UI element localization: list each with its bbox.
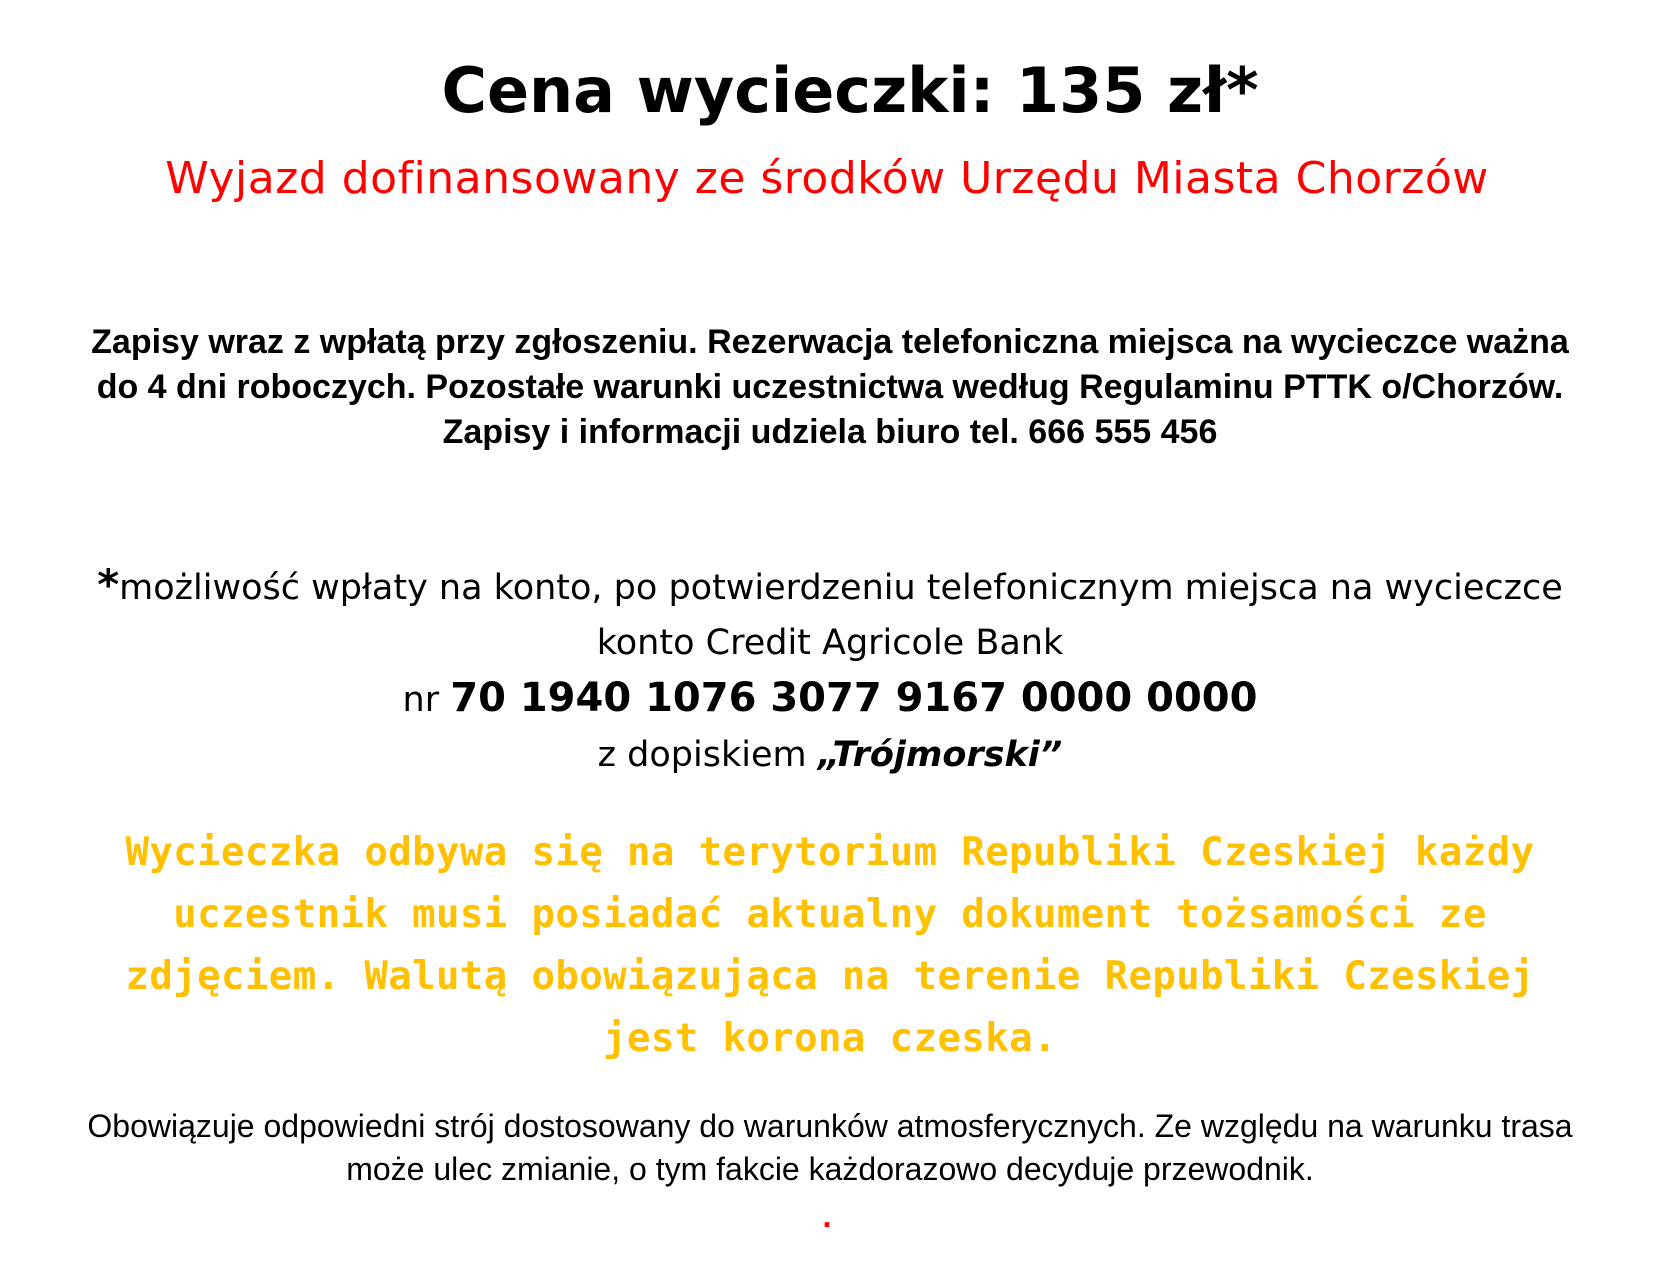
account-line [60, 671, 1600, 728]
asterisk-mark: * [97, 560, 120, 609]
contact-line: Zapisy i informacji udziela biuro tel. 666 555 456 [442, 413, 1218, 451]
footer-dot: . [822, 1198, 832, 1234]
memo-value: „Trójmorski” [817, 735, 1063, 775]
czech-republic-notice: Wycieczka odbywa się na terytorium Republiki Czeskiej każdy uczestnik musi posiadać aktualny dokument tożsamości ze zdjęciem. Walutą obowiązująca na terenie Republiki Czeskiej jest korona czeska. [125, 830, 1535, 1061]
registration-terms [80, 320, 1580, 455]
payment-note: możliwość wpłaty na konto, po potwierdzeniu telefonicznym miejsca na wycieczce [119, 568, 1563, 608]
payment-note-line [60, 557, 1600, 616]
funding-subtitle: Wyjazd dofinansowany ze środków Urzędu Miasta Chorzów [165, 153, 1489, 204]
memo-line [60, 728, 1600, 783]
account-prefix: nr [402, 680, 451, 720]
memo-prefix: z dopiskiem [597, 735, 818, 775]
account-number: 70 1940 1076 3077 9167 0000 0000 [450, 675, 1258, 721]
price-title: Cena wycieczki: 135 zł* [441, 54, 1259, 127]
dress-code-note: Obowiązuje odpowiedni strój dostosowany do warunków atmosferycznych. Ze względu na warunku trasa może ulec zmianie, o tym fakcie każdorazowo decyduje przewodnik. [87, 1108, 1573, 1187]
bank-line: konto Credit Agricole Bank [596, 623, 1064, 663]
terms-paragraph: Zapisy wraz z wpłatą przy zgłoszeniu. Rezerwacja telefoniczna miejsca na wycieczce ważna do 4 dni roboczych. Pozostałe warunki uczestnictwa według Regulaminu PTTK o/Chorzów. [91, 323, 1569, 406]
payment-info [60, 557, 1600, 783]
